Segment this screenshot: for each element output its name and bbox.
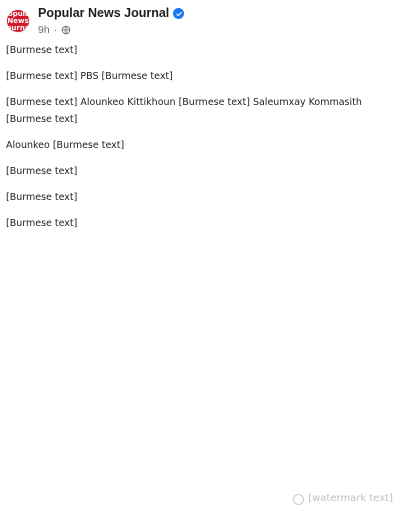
post-meta xyxy=(38,6,395,36)
post-header xyxy=(2,4,395,38)
paragraph-3-text-1: [Burmese text] xyxy=(6,97,78,108)
paragraph-2-text-2: PBS xyxy=(77,71,102,82)
paragraph-2-text-1: [Burmese text] xyxy=(6,71,78,82)
paragraph-3-text-3: [Burmese text] xyxy=(178,97,250,108)
paragraph-4-text-1: Alounkeo xyxy=(6,140,53,151)
paragraph-3-text-5: [Burmese text] xyxy=(6,114,78,125)
paragraph-2-text-3: [Burmese text] xyxy=(101,71,173,82)
paragraph-4 xyxy=(6,137,395,154)
page-title-row xyxy=(38,6,395,21)
post-time-row xyxy=(38,24,395,36)
watermark-icon xyxy=(293,494,304,505)
page-name[interactable]: Popular News Journal xyxy=(38,6,170,20)
paragraph-3-text-2: Alounkeo Kittikhoun xyxy=(77,97,179,108)
watermark-text: [watermark text] xyxy=(308,493,393,504)
globe-icon xyxy=(61,25,71,35)
post-body xyxy=(6,42,395,241)
post-time[interactable]: 9h xyxy=(38,24,50,36)
watermark xyxy=(293,493,393,505)
time-separator: · xyxy=(53,24,58,36)
paragraph-3 xyxy=(6,94,395,128)
paragraph-7-text-1: [Burmese text] xyxy=(6,218,78,229)
paragraph-2 xyxy=(6,68,395,85)
verified-badge-icon xyxy=(173,8,184,19)
paragraph-6-text-1: [Burmese text] xyxy=(6,192,78,203)
paragraph-5 xyxy=(6,163,395,180)
paragraph-3-text-4: Saleumxay Kommasith xyxy=(249,97,362,108)
paragraph-5-text-1: [Burmese text] xyxy=(6,166,78,177)
paragraph-1 xyxy=(6,42,395,59)
page-avatar[interactable] xyxy=(2,9,34,33)
paragraph-1-text-1: [Burmese text] xyxy=(6,45,78,56)
paragraph-6 xyxy=(6,189,395,206)
paragraph-4-text-2: [Burmese text] xyxy=(52,140,125,151)
paragraph-7 xyxy=(6,215,395,232)
avatar-text: Popular News Journal xyxy=(2,9,34,32)
